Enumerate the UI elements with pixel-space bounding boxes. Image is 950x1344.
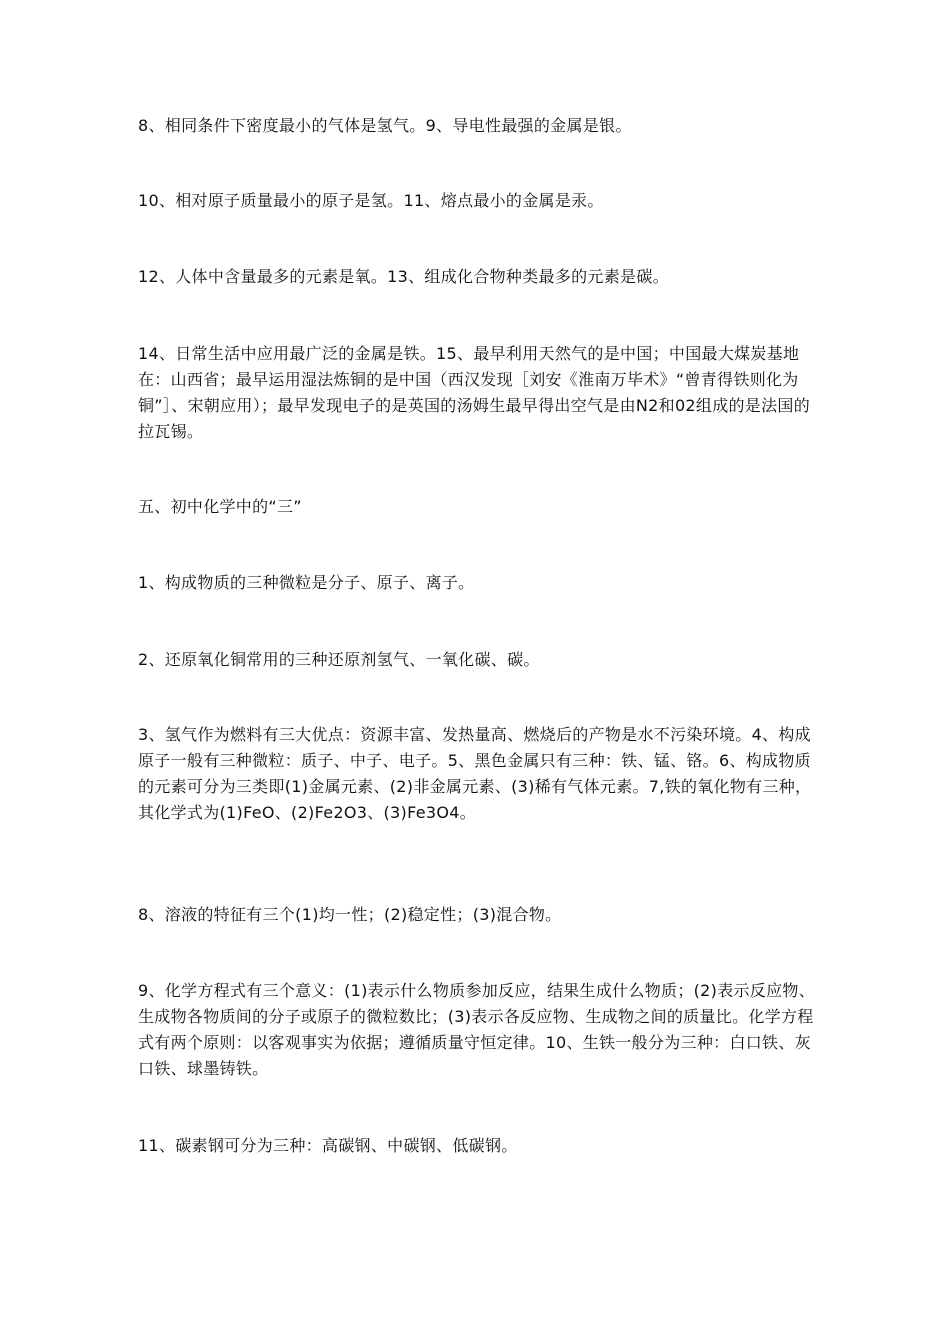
paragraph-4: 14、日常生活中应用最广泛的金属是铁。15、最早利用天然气的是中国；中国最大煤炭基地在：山西省；最早运用湿法炼铜的是中国（西汉发现［刘安《淮南万毕术》“曾青得铁则化为铜”］、宋朝应用）；最早发现电子的是英国的汤姆生最早得出空气是由N2和02组成的是法国的拉瓦锡。 [138, 344, 810, 441]
paragraph-3: 12、人体中含量最多的元素是氧。13、组成化合物种类最多的元素是碳。 [138, 267, 669, 286]
paragraph-5: 1、构成物质的三种微粒是分子、原子、离子。 [138, 573, 475, 592]
paragraph-2: 10、相对原子质量最小的原子是氢。11、熔点最小的金属是汞。 [138, 191, 604, 210]
paragraph-8: 8、溶液的特征有三个(1)均一性；(2)稳定性；(3)混合物。 [138, 905, 562, 924]
section-heading: 五、初中化学中的“三” [138, 497, 302, 516]
paragraph-9: 9、化学方程式有三个意义：(1)表示什么物质参加反应，结果生成什么物质；(2)表示反应物、生成物各物质间的分子或原子的微粒数比；(3)表示各反应物、生成物之间的质量比。化学方程式有两个原则：以客观事实为依据；遵循质量守恒定律。10、生铁一般分为三种：白口铁、灰口铁、球墨铸铁。 [138, 981, 816, 1078]
paragraph-1: 8、相同条件下密度最小的气体是氢气。9、导电性最强的金属是银。 [138, 116, 632, 135]
paragraph-10: 11、碳素钢可分为三种：高碳钢、中碳钢、低碳钢。 [138, 1136, 518, 1155]
paragraph-7: 3、氢气作为燃料有三大优点：资源丰富、发热量高、燃烧后的产物是水不污染环境。4、构成原子一般有三种微粒：质子、中子、电子。5、黑色金属只有三种：铁、锰、铬。6、构成物质的元素可分为三类即(1)金属元素、(2)非金属元素、(3)稀有气体元素。7,铁的氧化物有三种，其化学式为(1)FeO、(2)Fe2O3、(3)Fe3O4。 [138, 725, 812, 822]
paragraph-6: 2、还原氧化铜常用的三种还原剂氢气、一氧化碳、碳。 [138, 650, 540, 669]
